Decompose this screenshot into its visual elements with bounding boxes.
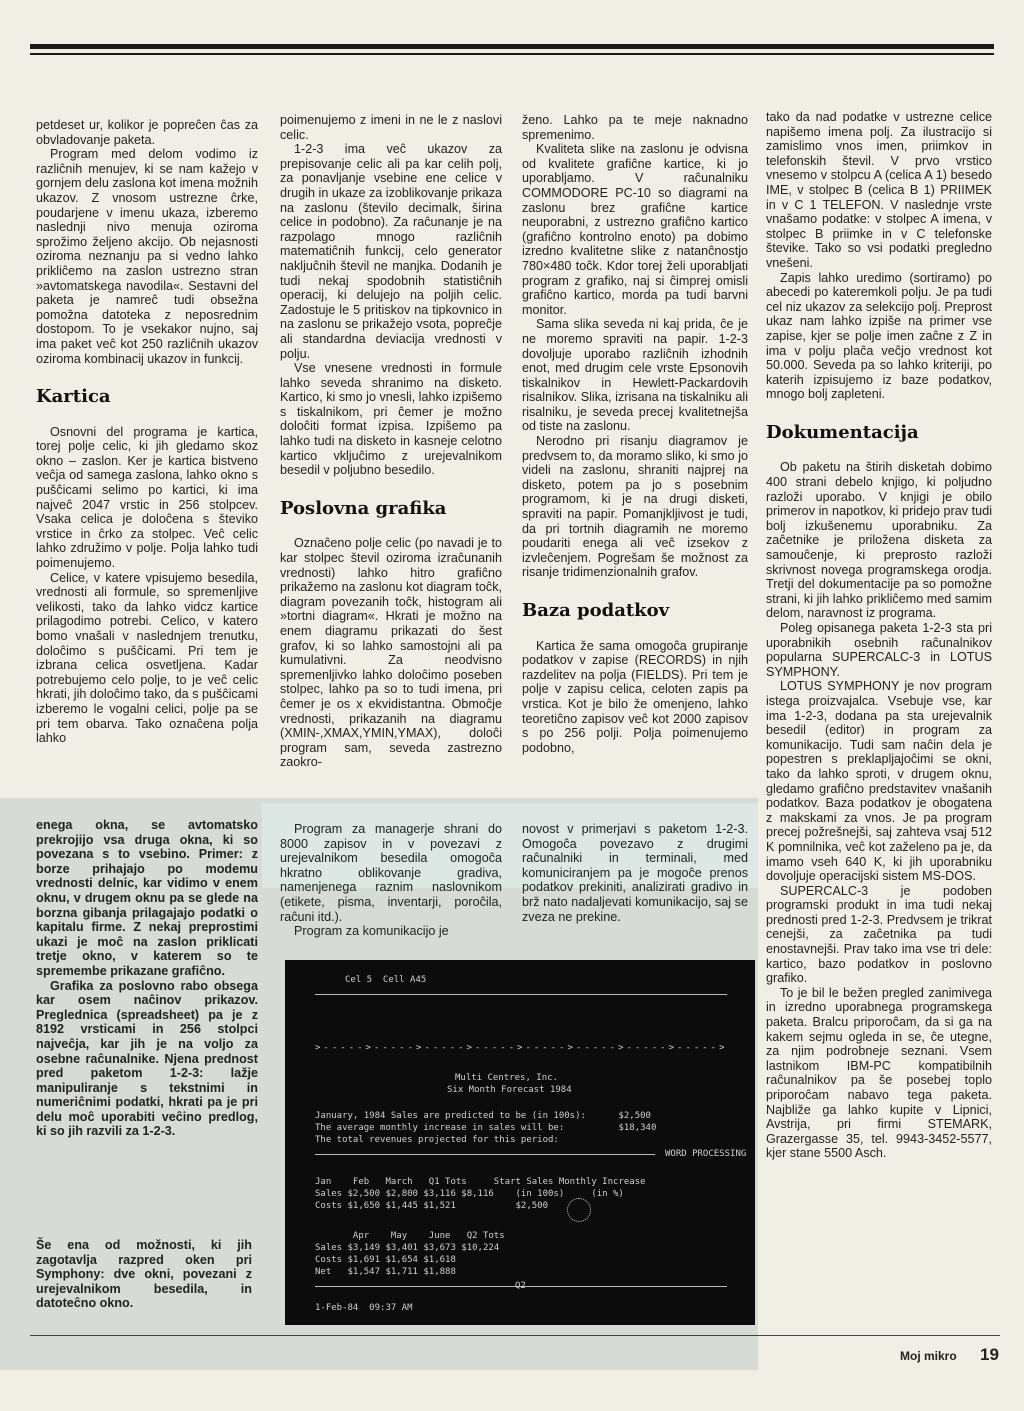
paragraph: enega okna, se avtomatsko prekrojijo vsa druga okna, ki so povezana s to vsebino. Primer: z borze prihajajo po modemu vrednosti delnic, kar vidimo v enem oknu, v drugem oknu pa se glede na borzna gibanja prilagajajo podatki o kapitalu firme. Z nekaj preprostimi ukazi je moĉ na zaslon priklicati tretje okno, v katerem so te spremembe prikazane grafiĉno. xyxy=(36,818,258,978)
paragraph: ženo. Lahko pa te meje naknadno spremenimo. xyxy=(522,113,748,142)
screen-line: Q2 xyxy=(515,1281,526,1291)
paragraph: SUPERCALC-3 je podoben programski produkt in ima tudi nekaj prednosti pred 1-2-3. Predvsem je trikrat cenejši, za zaĉetnika pa tudi enostavnejši. Prav tako ima vse tri dele: kartico, bazo podatkov in poslovno grafiko. xyxy=(766,883,992,986)
section-heading-poslovna-grafika: Poslovna grafika xyxy=(280,497,447,519)
screen-line: Multi Centres, Inc. xyxy=(455,1073,558,1083)
top-rule-thin xyxy=(30,53,994,55)
paragraph: Kartica že sama omogoĉa grupiranje podatkov v zapise (RECORDS) in njih razdelitev na polja (FIELDS). Pri tem je polje v zapisu celica, celoten zapis pa vrstica. Kot je bilo že omenjeno, lahko teoretiĉno zapisov veĉ kot 2000 zapisov s po 256 polji. Polja poimenujemo podobno, xyxy=(522,638,748,755)
screen-line: Apr May June Q2 Tots xyxy=(315,1231,505,1241)
insert-column-1 xyxy=(36,818,258,1218)
screen-line: The total revenues projected for this period: xyxy=(315,1135,559,1145)
section-heading-baza-podatkov: Baza podatkov xyxy=(522,600,670,621)
paragraph: Oznaĉeno polje celic (po navadi je to kar stolpec števil oziroma izraĉunanih vrednosti) lahko hitro grafiĉno prikažemo na zaslonu kot diagram toĉk, diagram povezanih toĉk, histogram ali »tortni diagram«. Hkrati je možno na enem diagramu prikazati do šest grafov, ki so lahko samostojni ali pa kumulativni. Za neodvisno spremenljivko lahko doloĉimo poseben stolpec, lahko pa so to tudi imena, pri ĉemer je os x ekvidistantna. Obmoĉje vrednosti, prikazanih na diagramu (XMIN-,XMAX,YMIN,YMAX), doloĉi program sam, seveda zastrezno zaokro- xyxy=(280,536,502,770)
paragraph: To je bil le bežen pregled zanimivega in izredno uporabnega programskega paketa. Bralcu priporoĉam, da si ga na kakem sejmu ogleda in se, ĉe utegne, za njim podrobneje seznani. Vsem lastnikom IBM-PC kompatibilnih raĉunalnikov pa še posebej toplo priporoĉam nabavo tega paketa. Najbliže ga lahko kupite v Lipnici, Avstrija, pri firmi STEMARK, Grazergasse 35, tel. 9943-3452-5577, kjer stane 5500 Asch. xyxy=(766,985,992,1161)
paragraph: LOTUS SYMPHONY je nov program istega proizvajalca. Vsebuje vse, kar ima 1-2-3, dodana pa sta urejevalnik besedil (editor) in program za komunikacijo. Tudi sam naĉin dela je popestren s preklapljajoĉimi se okni, tako da lahko sproti, v drugem oknu, gledamo grafiĉno predstavitev vnašanih podatkov. Baza podatkov je obogatena z makskami za vnos. Je pa program precej požrešnejši, saj zahteva vsaj 512 K pomnilnika, veĉ kot zaželeno pa je, da imamo vseh 640 K, ki jih uporabniku dovoljuje operacijski sistem MS-DOS. xyxy=(766,679,992,884)
screen-line: January, 1984 Sales are predicted to be (in 100s): $2,500 xyxy=(315,1111,651,1121)
paragraph: Grafika za poslovno rabo obsega kar osem naĉinov prikazov. Preglednica (spreadsheet) pa je z 8192 vrsticami in 256 stolpci najveĉja, kar jih je na voljo za osebne raĉunalnike. Njena prednost pred paketom 1-2-3: lažje manipuliranje s tekstnimi in numeriĉnimi podatki, hkrati pa je pri delu moĉ uporabiti veĉino predlog, ki so jih razvili za 1-2-3. xyxy=(36,978,258,1139)
magazine-name: Moj mikro xyxy=(900,1349,957,1363)
paragraph: 1-2-3 ima veĉ ukazov za prepisovanje celic ali pa kar celih polj, za ponavljanje vsebine ene celice v drugih in ukaze za izoblikovanje prikaza na zaslonu (število decimalk, širina celice in podobno). Za raĉunanje je na razpolago mnogo razliĉnih matematiĉnih funkcij, celo generator nakljuĉnih števil ne manjka. Dodanih je tudi nekaj spodobnih statistiĉnih operacij, ki delujejo na poljih celic. Zadostuje le 5 pritiskov na tipkovnico in na zaslonu se prikažejo vsota, popreĉje ali standardna deviacija vrednosti v polju. xyxy=(280,142,502,361)
symphony-screen-photo xyxy=(285,960,755,1325)
screen-line: 1-Feb-84 09:37 AM xyxy=(315,1303,413,1313)
paragraph: tako da nad podatke v ustrezne celice napišemo imena polj. Za ilustracijo si zamislimo vnos imen, priimkov in telefonskih števil. V prvo vrstico vnesemo v stolpcu A (celica A 1) besedo IME, v stolpec B (celica B 1) PRIIMEK in v C 1 TELEFON. V naslednje vrste vnašamo podatke: v stolpec A imena, v stolpec B priimke in v C telefonske števike. Tako so vsi podatki pregledno vnešeni. xyxy=(766,110,992,270)
page-number: 19 xyxy=(980,1345,999,1364)
insert-column-2 xyxy=(280,822,502,952)
screen-line: Sales $2,500 $2,800 $3,116 $8,116 (in 100s) (in %) xyxy=(315,1189,624,1199)
top-rule xyxy=(30,44,994,49)
screen-line: Cel 5 Cell A45 xyxy=(345,975,427,985)
paragraph: Ob paketu na štirih disketah dobimo 400 strani debelo knjigo, ki poljudno razloži uporabo. V knjigi je obilo primerov in napotkov, ki pridejo prav tudi bolj izkušenemu uporabniku. Za zaĉetnike je priložena disketa za samouĉenje, ki preprosto razloži skrivnost novega programskega orodja. Tretji del dokumentacije pa so pomožne strani, ki jih lahko prikliĉemo med samim delom, naravnost iz programa. xyxy=(766,460,992,621)
paragraph: Vse vnesene vrednosti in formule lahko seveda shranimo na disketo. Kartico, ki smo jo vnesli, lahko izpišemo s tiskalnikom, pri ĉemer je možno doloĉiti format izpisa. Izpišemo pa lahko tudi na disketo in kasneje celotno kartico vkljuĉimo z urejevalnikom besedil v poljubno besedilo. xyxy=(280,361,502,478)
paragraph: Poleg opisanega paketa 1-2-3 sta pri uporabnikih osebnih raĉunalnikov popularna SUPERCALC-3 in LOTUS SYMPHONY. xyxy=(766,621,992,679)
column-2 xyxy=(280,113,502,798)
column-3 xyxy=(522,113,748,798)
screen-line: Sales $3,149 $3,401 $3,673 $10,224 xyxy=(315,1243,500,1253)
paragraph: novost v primerjavi s paketom 1-2-3. Omogoĉa povezavo z drugimi raĉunalniki in terminali, med komuniciranjem pa je mogoĉe prenos podatkov prekiniti, analizirati gradivo in brž nato nadaljevati komunikacijo, saj se zveza ne prekine. xyxy=(522,822,748,924)
screen-line: The average monthly increase in sales will be: $18,340 xyxy=(315,1123,657,1133)
screen-line: Costs $1,691 $1,654 $1,618 xyxy=(315,1255,456,1265)
screen-line: WORD PROCESSING xyxy=(665,1149,747,1159)
screen-line: Jan Feb March Q1 Tots Start Sales Monthly Increase xyxy=(315,1177,646,1187)
screen-arrow-row: >----->----->----->----->----->----->----->-----> xyxy=(315,1043,728,1053)
paragraph: Program za komunikacijo je xyxy=(294,924,449,939)
figure-caption: Še ena od možnosti, ki jih zagotavlja razpred oken pri Symphony: dve okni, povezani z urejevalnikom besedila, in datoteĉno okno. xyxy=(36,1238,252,1311)
paragraph: Zapis lahko uredimo (sortiramo) po abecedi po kateremkoli polju. Je pa tudi cel niz ukazov za selekcijo polj. Preprost ukaz nam lahko izpiše na primer vse zapise, kjer se polje imen zaĉne z Z in ima v polju plaĉa veĉjo vrednost kot 50.000. Seveda pa so lahko kriteriji, po katerih izpisujemo iz baze podatkov, mnogo bolj zapleteni. xyxy=(766,270,992,402)
paragraph: Nerodno pri risanju diagramov je predvsem to, da moramo sliko, ki smo jo videli na zaslonu, shraniti najprej na disketo, potem pa jo s posebnim programom, ki je na drugi disketi, spraviti na papir. Pomanjkljivost je tudi, da pri tortnih diagramih ne moremo poudariti enega ali veĉ izsekov z izvleĉenjem. Pogrešam še možnost za risanje tridimenzionalnih grafov. xyxy=(522,434,748,580)
paragraph: Program med delom vodimo iz razliĉnih menujev, ki se nam kažejo v gornjem delu zaslona kot imena možnih ukazov. Z vnosom ustrezne ĉrke, poudarjene v imenu ukaza, izberemo naslednji nivo menuja oziroma sprožimo željeno akcijo. Ob nejasnosti oziroma neznanju pa si vedno lahko prikliĉemo na zaslon ustrezno stran »avtomatskega navodila«. Sestavni del paketa je namreĉ tudi obsežna pomožna datoteka z neposrednim dostopom. To je vsekakor nujno, saj ima paket veĉ kot 250 razliĉnih ukazov oziroma kombinacij ukazov in funkcij. xyxy=(36,147,258,366)
paragraph: Kvaliteta slike na zaslonu je odvisna od kvalitete grafiĉne kartice, ki jo uporabljamo. V raĉunalniku COMMODORE PC-10 so diagrami na zaslonu brez grafiĉne kartice neuporabni, z ustrezno grafiĉno kartico (grafiĉno kontrolno enoto) pa dobimo izredno kvalitetne slike z natanĉnostjo 780×480 toĉk. Kdor torej želi uporabljati program z grafiko, naj si ĉimprej omisli grafiĉno kartico, morda pa tudi barvni monitor. xyxy=(522,142,748,317)
paragraph: Osnovni del programa je kartica, torej polje celic, ki jih gledamo skoz okno – zaslon. Ker je kartica bistveno veĉja od samega zaslona, lahko okno s pušĉicami selimo po kartici, ki ima najveĉ 2047 vrstic in 256 stolpcev. Vsaka celica je doloĉena s števiko vrstice in ĉrko za stolpec. Veĉ celic lahko združimo v polje. Polja lahko tudi poimenujemo. xyxy=(36,424,258,571)
column-1 xyxy=(36,118,258,798)
paragraph: Celice, v katere vpisujemo besedila, vrednosti ali formule, so spremenljive velikosti, tako da lahko vidcz kartice prilagodimo potrebi. Celico, v katero bomo vnašali v naslednjem trenutku, doloĉimo s pušĉicami. Pri tem je izbrana celica osvetljena. Kadar potrebujemo celo polje, to je veĉ celic hkrati, jih doloĉimo tako, da s pušĉicami izberemo le vogalni celici, polje pa se pri tem obarva. Tako oznaĉena polja lahko xyxy=(36,570,258,746)
screen-line: Costs $1,650 $1,445 $1,521 $2,500 xyxy=(315,1201,548,1211)
insert-column-3 xyxy=(522,822,748,952)
paragraph: petdeset ur, kolikor je popreĉen ĉas za obvladovanje paketa. xyxy=(36,118,258,147)
screen-divider xyxy=(315,1154,655,1155)
footer-rule xyxy=(30,1335,1000,1336)
column-4 xyxy=(766,110,992,1335)
screen-line: Six Month Forecast 1984 xyxy=(447,1085,572,1095)
paragraph: Sama slika seveda ni kaj prida, ĉe je ne moremo spraviti na papir. 1-2-3 dovoljuje uporabo razliĉnih izhodnih enot, med drugim cele vrste Epsonovih tiskalnikov in Hewlett-Packardovih risalnikov. Slika, izrisana na tiskalniku ali risalniku, je seveda precej kvalitetnejša od tiste na zaslonu. xyxy=(522,317,748,434)
paragraph: poimenujemo z imeni in ne le z naslovi celic. xyxy=(280,113,502,142)
screen-line: Net $1,547 $1,711 $1,888 xyxy=(315,1267,456,1277)
section-heading-dokumentacija: Dokumentacija xyxy=(766,421,919,443)
paragraph: Program za managerje shrani do 8000 zapisov in v povezavi z urejevalnikom besedila omogoĉa hkratno oblikovanje gradiva, namenjenega raznim naslovnikom (etikete, pisma, inventarji, poroĉila, raĉuni itd.). xyxy=(280,822,502,924)
pie-chart-icon xyxy=(567,1198,591,1222)
screen-divider xyxy=(315,994,727,995)
section-heading-kartica: Kartica xyxy=(36,386,111,408)
